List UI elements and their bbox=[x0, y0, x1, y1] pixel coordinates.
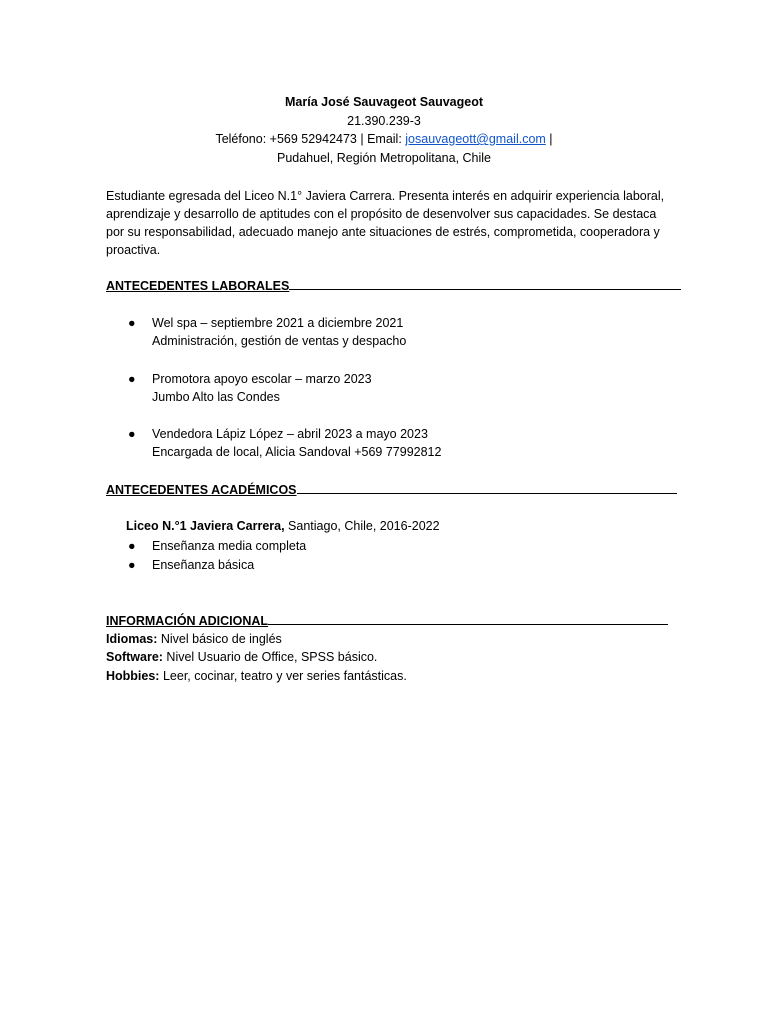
job-detail: Jumbo Alto las Condes bbox=[152, 390, 280, 404]
hobbies-value: Leer, cocinar, teatro y ver series fantásticas. bbox=[159, 669, 407, 683]
bullet-icon: ● bbox=[128, 372, 136, 386]
resume-header bbox=[0, 93, 768, 167]
profile-summary: Estudiante egresada del Liceo N.1° Javiera Carrera. Presenta interés en adquirir experiencia laboral, aprendizaje y desarrollo de aptitudes con el propósito de desenvolver sus capacidades. Se destaca por su responsabilidad, adecuado manejo ante situaciones de estrés, comprometida, cooperadora y proactiva. bbox=[106, 189, 665, 257]
section-rule bbox=[297, 481, 677, 494]
hobbies-line bbox=[106, 667, 407, 685]
school-name: Liceo N.°1 Javiera Carrera, bbox=[126, 519, 285, 533]
languages-value: Nivel básico de inglés bbox=[157, 632, 282, 646]
email-link[interactable]: josauvageott@gmail.com bbox=[405, 132, 546, 146]
job-title: Vendedora Lápiz López – abril 2023 a mayo 2023 bbox=[152, 427, 428, 441]
software-label: Software: bbox=[106, 650, 163, 664]
candidate-location: Pudahuel, Región Metropolitana, Chile bbox=[276, 150, 492, 165]
contact-separator: | bbox=[545, 132, 553, 146]
job-title: Promotora apoyo escolar – marzo 2023 bbox=[152, 372, 372, 386]
bullet-icon: ● bbox=[128, 558, 136, 572]
job-item bbox=[128, 425, 441, 461]
education-section-title bbox=[106, 481, 677, 499]
section-rule bbox=[289, 277, 681, 290]
job-item bbox=[128, 370, 372, 406]
job-title: Wel spa – septiembre 2021 a diciembre 2021 bbox=[152, 316, 404, 330]
work-section-title bbox=[106, 277, 681, 295]
education-text: Enseñanza básica bbox=[152, 558, 255, 572]
education-item bbox=[128, 537, 306, 555]
contact-line bbox=[0, 130, 768, 149]
software-value: Nivel Usuario de Office, SPSS básico. bbox=[162, 650, 378, 664]
job-detail: Encargada de local, Alicia Sandoval +569 77992812 bbox=[152, 445, 442, 459]
bullet-icon: ● bbox=[128, 427, 136, 441]
school-detail: Santiago, Chile, 2016-2022 bbox=[284, 519, 440, 533]
work-section-label: ANTECEDENTES LABORALES bbox=[106, 279, 290, 293]
education-section-label: ANTECEDENTES ACADÉMICOS bbox=[106, 483, 297, 497]
bullet-icon: ● bbox=[128, 316, 136, 330]
additional-section-title bbox=[106, 612, 668, 630]
phone-text: Teléfono: +569 52942473 | Email: bbox=[215, 132, 406, 146]
hobbies-label: Hobbies: bbox=[106, 669, 160, 683]
languages-label: Idiomas: bbox=[106, 632, 158, 646]
job-detail: Administración, gestión de ventas y despacho bbox=[152, 334, 407, 348]
section-rule bbox=[268, 612, 668, 625]
bullet-icon: ● bbox=[128, 539, 136, 553]
candidate-name: María José Sauvageot Sauvageot bbox=[285, 95, 483, 109]
languages-line bbox=[106, 630, 282, 648]
job-item bbox=[128, 314, 406, 350]
education-text: Enseñanza media completa bbox=[152, 539, 307, 553]
school-line bbox=[126, 517, 440, 535]
additional-section-label: INFORMACIÓN ADICIONAL bbox=[106, 614, 269, 628]
candidate-rut: 21.390.239-3 bbox=[347, 113, 421, 128]
software-line bbox=[106, 648, 377, 666]
education-item bbox=[128, 556, 254, 574]
